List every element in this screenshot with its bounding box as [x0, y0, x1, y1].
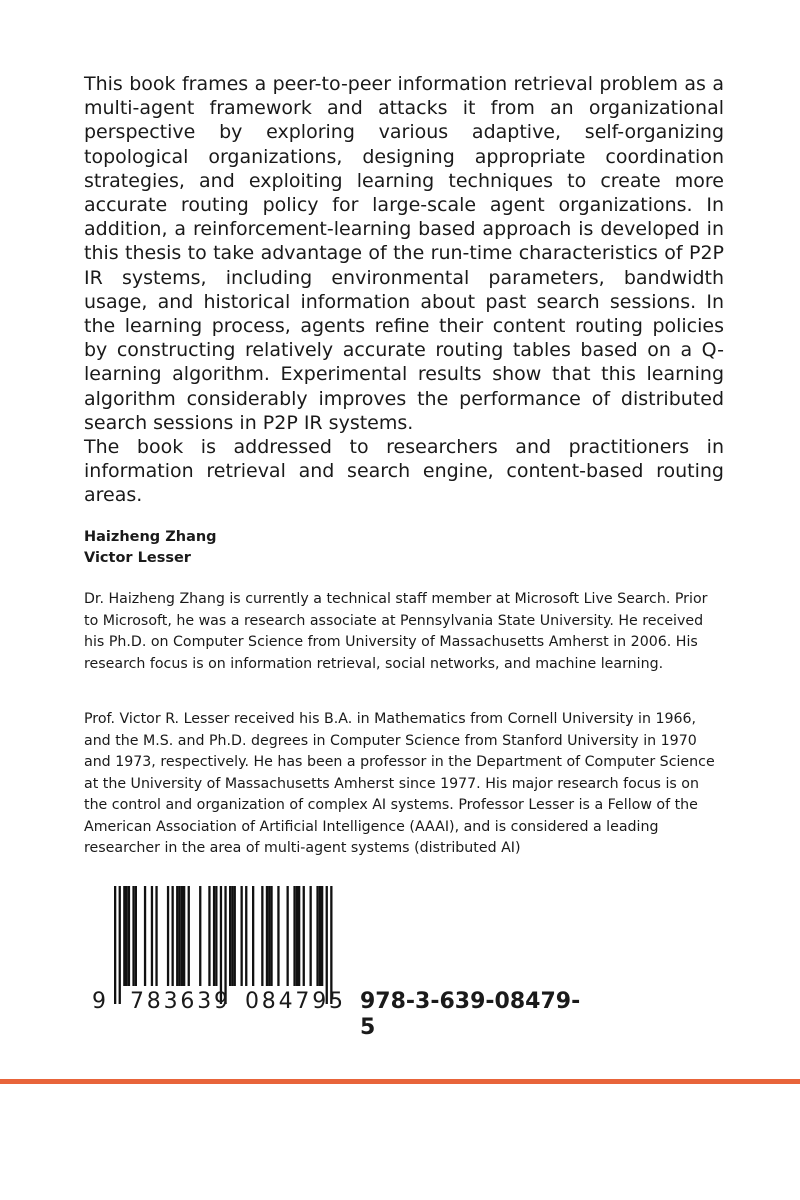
barcode-bar [144, 886, 146, 986]
barcode-bar [268, 886, 270, 986]
barcode-bar [245, 886, 247, 986]
barcode-bar [172, 886, 174, 986]
barcode-guard-bar [330, 886, 332, 1004]
barcode-bar [208, 886, 210, 986]
barcode-guard-bar [326, 886, 328, 1004]
barcode-bars [114, 886, 344, 1006]
barcode-bar [215, 886, 217, 986]
barcode-bar [252, 886, 254, 986]
blurb-paragraph-1: This book frames a peer-to-peer information retrieval problem as a multi-agent framework and attacks it from an organizational perspective by exploring various adaptive, self-organizing topological organizations, designing appropriate coordination strategies, and exploiting learning techniques to create more accurate routing policy for large-scale agent organizations. In addition, a reinforcement-learning based approach is developed in this thesis to take advantage of the run-time characteristics of P2P IR systems, including environmental parameters, bandwidth usage, and historical information about past search sessions. In the learning process, agents refine their content routing policies by constructing relatively accurate routing tables based on a Q-learning algorithm. Experimental results show that this learning algorithm considerably improves the performance of distributed search sessions in P2P IR systems. [84, 73, 724, 434]
barcode-bar [298, 886, 300, 986]
barcode-bar [319, 886, 321, 986]
barcode-bar [183, 886, 185, 986]
barcode-bar [132, 886, 134, 986]
barcode-bar [270, 886, 272, 986]
barcode-bar [310, 886, 312, 986]
barcode-bar [277, 886, 279, 986]
barcode-bar [188, 886, 190, 986]
barcode-bar [321, 886, 323, 986]
barcode-bar [178, 886, 180, 986]
author-bio-lesser: Prof. Victor R. Lesser received his B.A. in Mathematics from Cornell University in 1966, and the M.S. and Ph.D. degrees in Computer Science from Stanford University in 1970 and 1973, respectively. He has been a professor in the Department of Computer Science at the University of Massachusetts Amherst since 1977. His major research focus is on the control and organization of complex AI systems. Professor Lesser is a Fellow of the American Association of Artificial Intelligence (AAAI), and is considered a leading researcher in the area of multi-agent systems (distributed AI) [84, 711, 715, 856]
isbn-barcode [92, 886, 592, 1040]
barcode-bar [234, 886, 236, 986]
accent-rule [0, 1079, 800, 1084]
author-bio-zhang: Dr. Haizheng Zhang is currently a technical staff member at Microsoft Live Search. Prior to Microsoft, he was a research associate at Pennsylvania State University. He received his Ph.D. on Computer Science from University of Massachusetts Amherst in 2006. His research focus is on information retrieval, social networks, and machine learning. [84, 591, 708, 672]
back-cover-blurb [84, 72, 724, 508]
barcode-guard-bar [224, 886, 226, 1004]
barcode-lead-digit: 9 [92, 989, 106, 1014]
barcode-right-digits: 084795 [245, 989, 346, 1014]
barcode-bar [128, 886, 130, 986]
barcode-guard-bar [119, 886, 121, 1004]
barcode-bar [316, 886, 318, 986]
barcode-bar [199, 886, 201, 986]
barcode-bar [231, 886, 233, 986]
author-name: Haizheng Zhang [84, 529, 217, 545]
barcode-bar [296, 886, 298, 986]
barcode-bar [155, 886, 157, 986]
barcode-bar [123, 886, 125, 986]
barcode-bar [135, 886, 137, 986]
barcode-guard-bar [114, 886, 116, 1004]
isbn-number: 978-3-639-08479-5 [360, 989, 581, 1040]
author-list [84, 527, 724, 569]
barcode-bar [181, 886, 183, 986]
barcode-guard-bar [220, 886, 222, 1004]
barcode-bar [293, 886, 295, 986]
barcode-bar [151, 886, 153, 986]
barcode-bar [167, 886, 169, 986]
barcode-bar [303, 886, 305, 986]
barcode-bar [261, 886, 263, 986]
barcode-bar [176, 886, 178, 986]
author-name: Victor Lesser [84, 550, 191, 566]
barcode-bar [241, 886, 243, 986]
barcode-left-digits: 783639 [130, 989, 231, 1014]
barcode-bar [287, 886, 289, 986]
barcode-bar [126, 886, 128, 986]
barcode-bar [229, 886, 231, 986]
barcode-bar [266, 886, 268, 986]
barcode-bar [213, 886, 215, 986]
blurb-paragraph-2: The book is addressed to researchers and practitioners in information retrieval and search engine, content-based routing areas. [84, 436, 724, 507]
